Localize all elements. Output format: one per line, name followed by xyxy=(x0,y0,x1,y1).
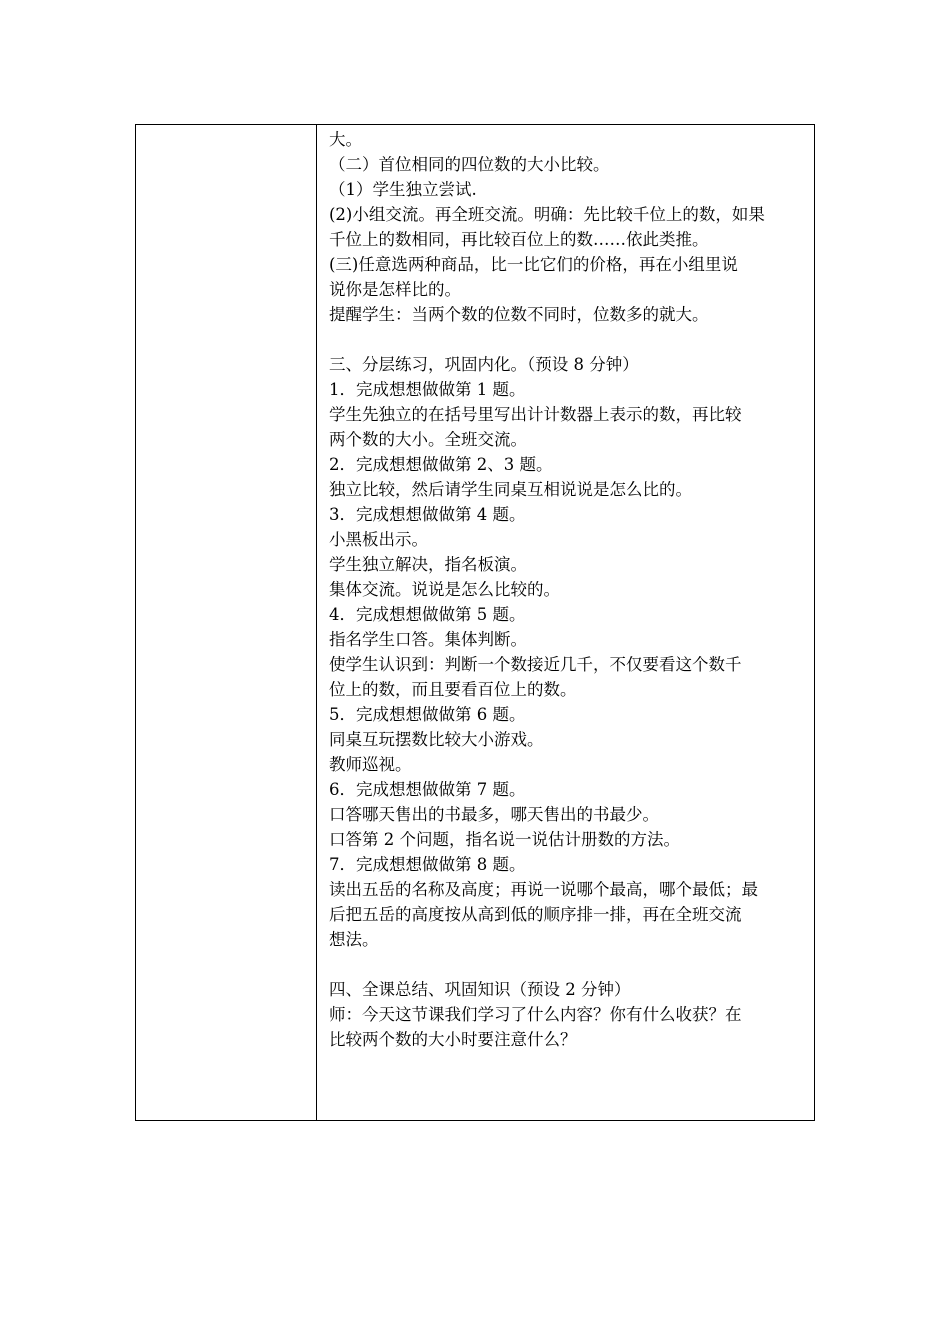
text-line: 师：今天这节课我们学习了什么内容？你有什么收获？在 xyxy=(329,1005,742,1024)
text-line: 使学生认识到：判断一个数接近几千，不仅要看这个数千 xyxy=(329,655,742,674)
text-line: 教师巡视。 xyxy=(329,755,412,774)
text-line: 比较两个数的大小时要注意什么？ xyxy=(329,1030,577,1049)
text-line: 口答第 2 个问题，指名说一说估计册数的方法。 xyxy=(329,830,680,849)
text-line: （二）首位相同的四位数的大小比较。 xyxy=(329,155,610,174)
text-line: 说你是怎样比的。 xyxy=(329,280,461,299)
text-line: 想法。 xyxy=(329,930,379,949)
text-line: 两个数的大小。全班交流。 xyxy=(329,430,527,449)
text-line: 学生先独立的在括号里写出计计数器上表示的数，再比较 xyxy=(329,405,742,424)
text-line: 同桌互玩摆数比较大小游戏。 xyxy=(329,730,544,749)
text-line: 千位上的数相同，再比较百位上的数……依此类推。 xyxy=(329,230,709,249)
text-line: 后把五岳的高度按从高到低的顺序排一排，再在全班交流 xyxy=(329,905,742,924)
text-line: 1．完成想想做做第 1 题。 xyxy=(329,380,526,399)
text-line: 四、全课总结、巩固知识（预设 2 分钟） xyxy=(329,980,631,999)
table-left-cell xyxy=(136,125,317,1120)
blank-line xyxy=(329,952,808,977)
text-line: 大。 xyxy=(329,130,362,149)
blank-line xyxy=(329,327,808,352)
text-line: 7．完成想想做做第 8 题。 xyxy=(329,855,526,874)
text-line: 集体交流。说说是怎么比较的。 xyxy=(329,580,560,599)
table-content-cell xyxy=(317,125,814,1120)
text-line: 提醒学生：当两个数的位数不同时，位数多的就大。 xyxy=(329,305,709,324)
text-line: (三)任意选两种商品，比一比它们的价格，再在小组里说 xyxy=(329,255,738,274)
text-line: 位上的数，而且要看百位上的数。 xyxy=(329,680,577,699)
text-line: 5．完成想想做做第 6 题。 xyxy=(329,705,526,724)
text-line: 口答哪天售出的书最多，哪天售出的书最少。 xyxy=(329,805,659,824)
text-line: (2)小组交流。再全班交流。明确：先比较千位上的数，如果 xyxy=(329,205,765,224)
text-line: 2．完成想想做做第 2、3 题。 xyxy=(329,455,553,474)
text-line: 6．完成想想做做第 7 题。 xyxy=(329,780,526,799)
text-line: 3．完成想想做做第 4 题。 xyxy=(329,505,526,524)
text-line: 学生独立解决，指名板演。 xyxy=(329,555,527,574)
lesson-plan-table xyxy=(135,124,815,1121)
text-line: 读出五岳的名称及高度；再说一说哪个最高，哪个最低；最 xyxy=(329,880,758,899)
text-line: （1）学生独立尝试. xyxy=(329,180,477,199)
text-line: 指名学生口答。集体判断。 xyxy=(329,630,527,649)
text-line: 小黑板出示。 xyxy=(329,530,428,549)
text-line: 三、分层练习，巩固内化。（预设 8 分钟） xyxy=(329,355,639,374)
text-line: 4．完成想想做做第 5 题。 xyxy=(329,605,526,624)
text-line: 独立比较，然后请学生同桌互相说说是怎么比的。 xyxy=(329,480,692,499)
